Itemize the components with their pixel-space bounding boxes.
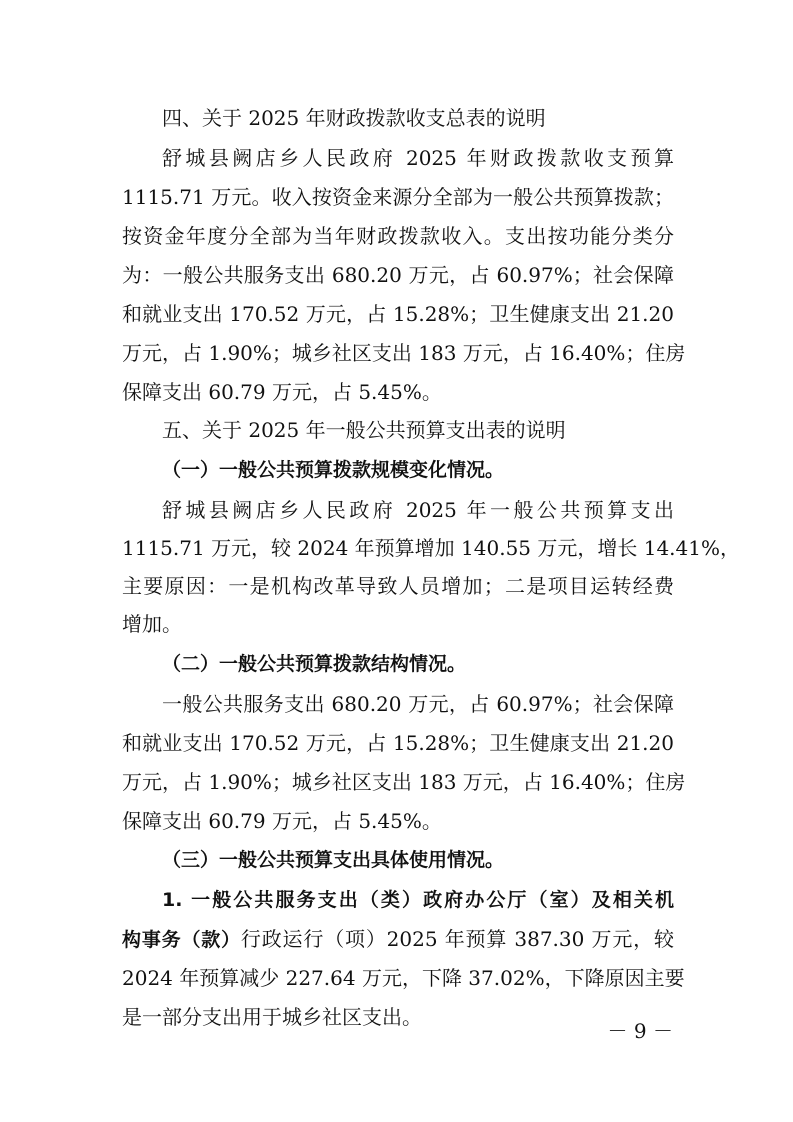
subsection-heading-3: （三）一般公共预算支出具体使用情况。 [162,849,505,871]
paragraph-line: 按资金年度分全部为当年财政拨款收入。支出按功能分类分 [122,224,674,248]
paragraph-line [122,921,674,957]
paragraph-line: 1115.71 万元，较 2024 年预算增加 140.55 万元，增长 14.41%， [122,536,740,560]
paragraph-line: 和就业支出 170.52 万元，占 15.28%；卫生健康支出 21.20 [122,731,674,755]
paragraph-line: 舒城县阙店乡人民政府 2025 年一般公共预算支出 [162,498,674,522]
section-heading-5: 五、关于 2025 年一般公共预算支出表的说明 [162,418,566,442]
paragraph-line: 是一部分支出用于城乡社区支出。 [122,1005,422,1029]
page-number: － 9 － [607,1019,673,1043]
paragraph-line: 主要原因：一是机构改革导致人员增加；二是项目运转经费 [122,574,674,598]
paragraph-line: 万元，占 1.90%；城乡社区支出 183 万元，占 16.40%；住房 [122,341,686,365]
paragraph-line: 保障支出 60.79 万元，占 5.45%。 [122,380,442,404]
item-heading-continuation: 构事务（款） [122,929,241,951]
paragraph-line: 增加。 [122,612,182,636]
paragraph-line: 舒城县阙店乡人民政府 2025 年财政拨款收支预算 [162,146,674,170]
item-text: 行政运行（项）2025 年预算 387.30 万元，较 [240,927,674,951]
subsection-heading-1: （一）一般公共预算拨款规模变化情况。 [162,459,505,481]
paragraph-line: 万元，占 1.90%；城乡社区支出 183 万元，占 16.40%；住房 [122,770,686,794]
section-heading-4: 四、关于 2025 年财政拨款收支总表的说明 [162,106,546,130]
paragraph-line: 和就业支出 170.52 万元，占 15.28%；卫生健康支出 21.20 [122,302,674,326]
paragraph-line: 一般公共服务支出 680.20 万元，占 60.97%；社会保障 [162,692,674,716]
item-heading-1: 1. 一般公共服务支出（类）政府办公厅（室）及相关机 [162,889,674,911]
subsection-heading-2: （二）一般公共预算拨款结构情况。 [162,653,467,675]
paragraph-line: 保障支出 60.79 万元，占 5.45%。 [122,809,442,833]
paragraph-line: 为：一般公共服务支出 680.20 万元，占 60.97%；社会保障 [122,263,674,287]
paragraph-line: 1115.71 万元。收入按资金来源分全部为一般公共预算拨款； [122,185,674,209]
paragraph-line: 2024 年预算减少 227.64 万元，下降 37.02%，下降原因主要 [122,966,685,990]
